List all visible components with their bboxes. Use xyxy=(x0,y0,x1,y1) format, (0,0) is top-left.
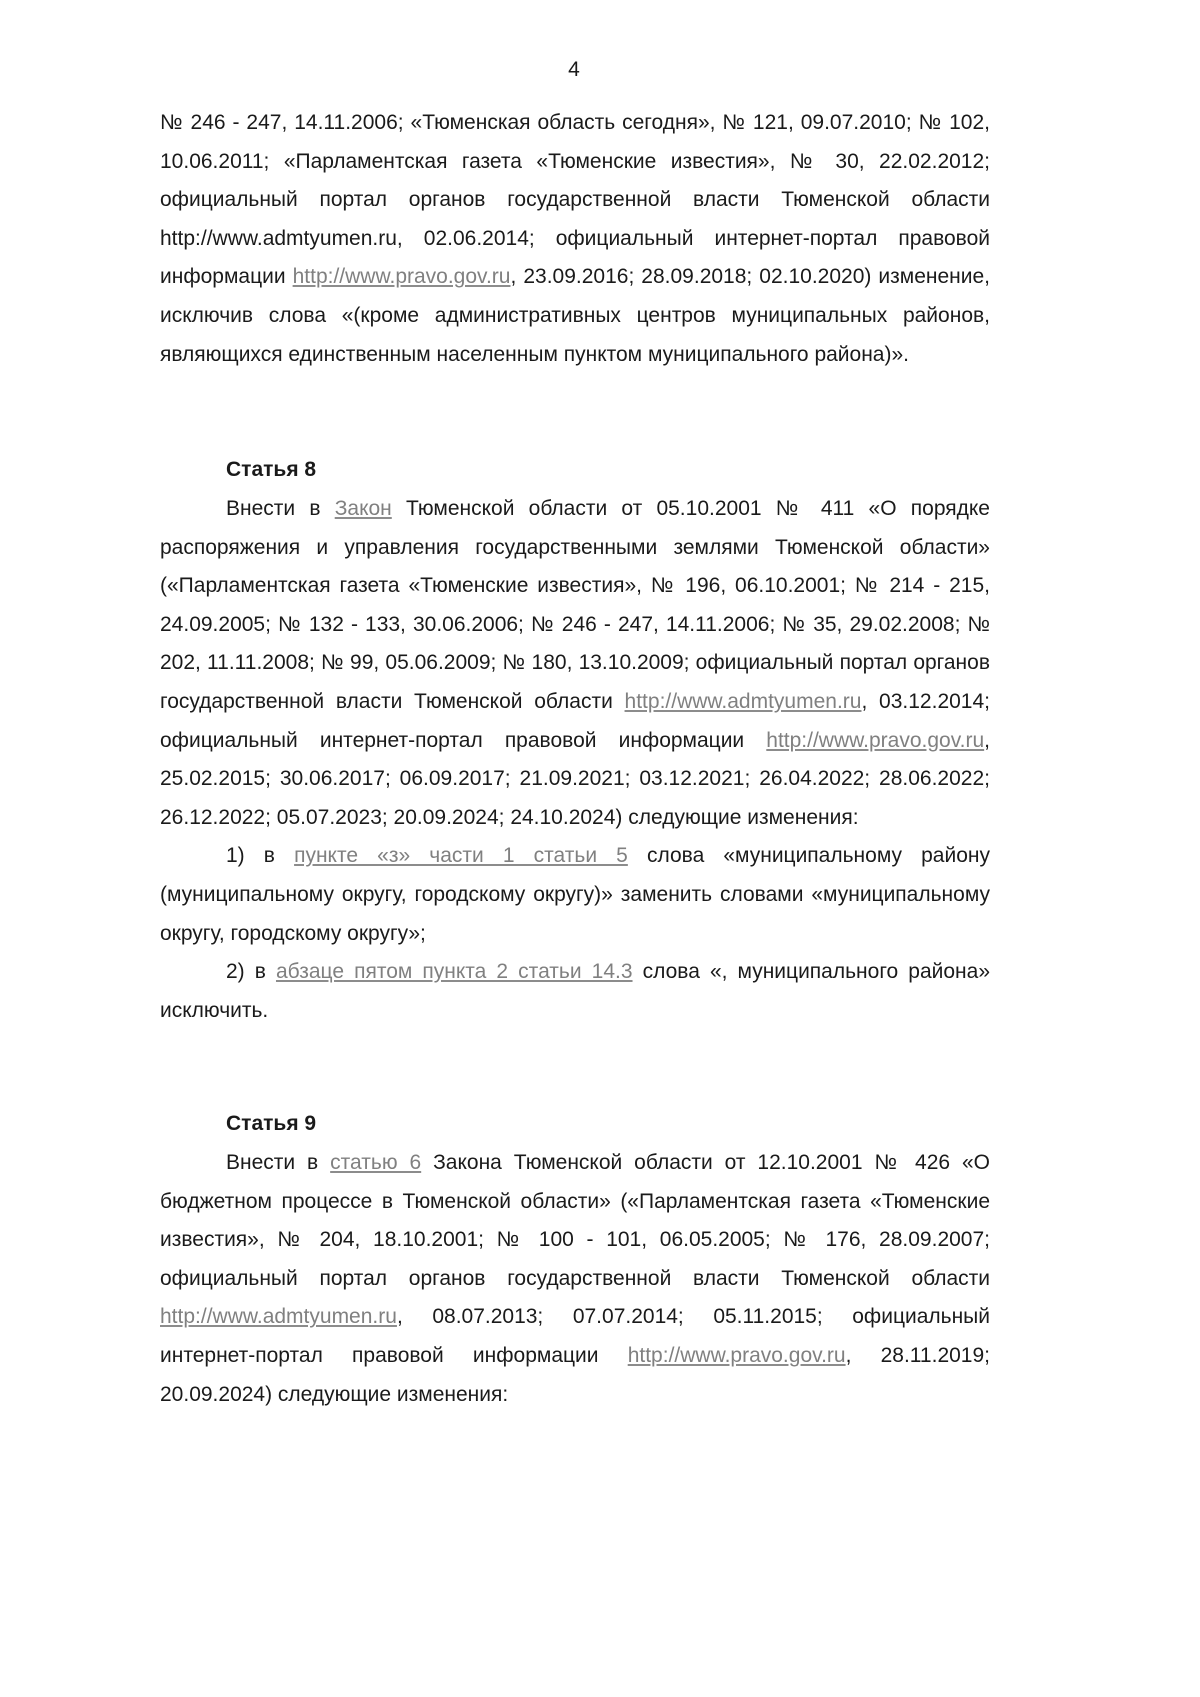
item-text: 2) в xyxy=(226,960,276,984)
continuation-paragraph xyxy=(160,104,990,374)
paragraph-text: Закона Тюменской области от 12.10.2001 № 426 «О бюджетном процессе в Тюменской области» («Парламентская газета «Тюменские известия», № 204, 18.10.2001; № 100 - 101, 06.05.2005; № 176, 28.09.2007; официальный портал органов государственной власти Тюменской области xyxy=(160,1151,990,1290)
pravo-gov-link[interactable]: http://www.pravo.gov.ru xyxy=(292,265,511,289)
article-8-body xyxy=(160,490,990,1030)
item-text: слова «муниципальному району (муниципальному округу, городскому округу)» заменить словами «муниципальному округу, городскому округу»; xyxy=(160,844,990,945)
pravo-gov-link[interactable]: http://www.pravo.gov.ru xyxy=(766,728,985,752)
article-14-3-link[interactable]: абзаце пятом пункта 2 статьи 14.3 xyxy=(275,960,633,984)
paragraph-text: , 08.07.2013; 07.07.2014; 05.11.2015; официальный интернет-портал правовой информации xyxy=(160,1305,990,1367)
pravo-gov-link[interactable]: http://www.pravo.gov.ru xyxy=(627,1343,846,1367)
article-5-part-1-link[interactable]: пункте «з» части 1 статьи 5 xyxy=(294,844,628,868)
admtyumen-link[interactable]: http://www.admtyumen.ru xyxy=(624,689,862,713)
paragraph-text: Тюменской области от 05.10.2001 № 411 «О порядке распоряжения и управления государственными землями Тюменской области» («Парламентская газета «Тюменские известия», № 196, 06.10.2001; № 214 - 215, 24.09.2005; № 132 - 133, 30.06.2006; № 246 - 247, 14.11.2006; № 35, 29.02.2008; № 202, 11.11.2008; № 99, 05.06.2009; № 180, 13.10.2009; официальный портал органов государственной власти Тюменской области xyxy=(160,497,990,713)
paragraph-text: Внести в xyxy=(226,1151,331,1174)
item-text: слова «, муниципального района» исключить. xyxy=(160,960,990,1022)
article-8-item-2 xyxy=(160,953,990,1030)
article-8-paragraph xyxy=(160,490,990,837)
admtyumen-link[interactable]: http://www.admtyumen.ru xyxy=(160,1305,397,1329)
paragraph-text: , 23.09.2016; 28.09.2018; 02.10.2020) изменение, исключив слова «(кроме административных центров муниципальных районов, являющихся единственным населенным пунктом муниципального района)». xyxy=(160,265,990,366)
article-8-item-1 xyxy=(160,837,990,953)
paragraph-text: , 25.02.2015; 30.06.2017; 06.09.2017; 21.09.2021; 03.12.2021; 26.04.2022; 28.06.2022; 26.12.2022; 05.07.2023; 20.09.2024; 24.10.2024) следующие изменения: xyxy=(160,728,990,829)
article-9-paragraph xyxy=(160,1144,990,1414)
article-9-heading: Статья 9 xyxy=(226,1112,317,1135)
paragraph-text: Внести в xyxy=(226,497,335,520)
item-text: 1) в xyxy=(226,844,295,868)
article-8-heading: Статья 8 xyxy=(226,458,317,481)
paragraph-text: , 03.12.2014; официальный интернет-портал правовой информации xyxy=(160,689,990,752)
article-9-body xyxy=(160,1144,990,1414)
page-number: 4 xyxy=(568,58,580,81)
paragraph-text: , 28.11.2019; 20.09.2024) следующие изменения: xyxy=(160,1343,990,1406)
paragraph-text: № 246 - 247, 14.11.2006; «Тюменская область сегодня», № 121, 09.07.2010; № 102, 10.06.2011; «Парламентская газета «Тюменские известия», № 30, 22.02.2012; официальный портал органов государственной власти Тюменской области http://www.admtyumen.ru, 02.06.2014; официальный интернет-портал правовой информации xyxy=(160,111,990,289)
law-link[interactable]: Закон xyxy=(334,497,392,520)
article-6-link[interactable]: статью 6 xyxy=(330,1151,422,1174)
